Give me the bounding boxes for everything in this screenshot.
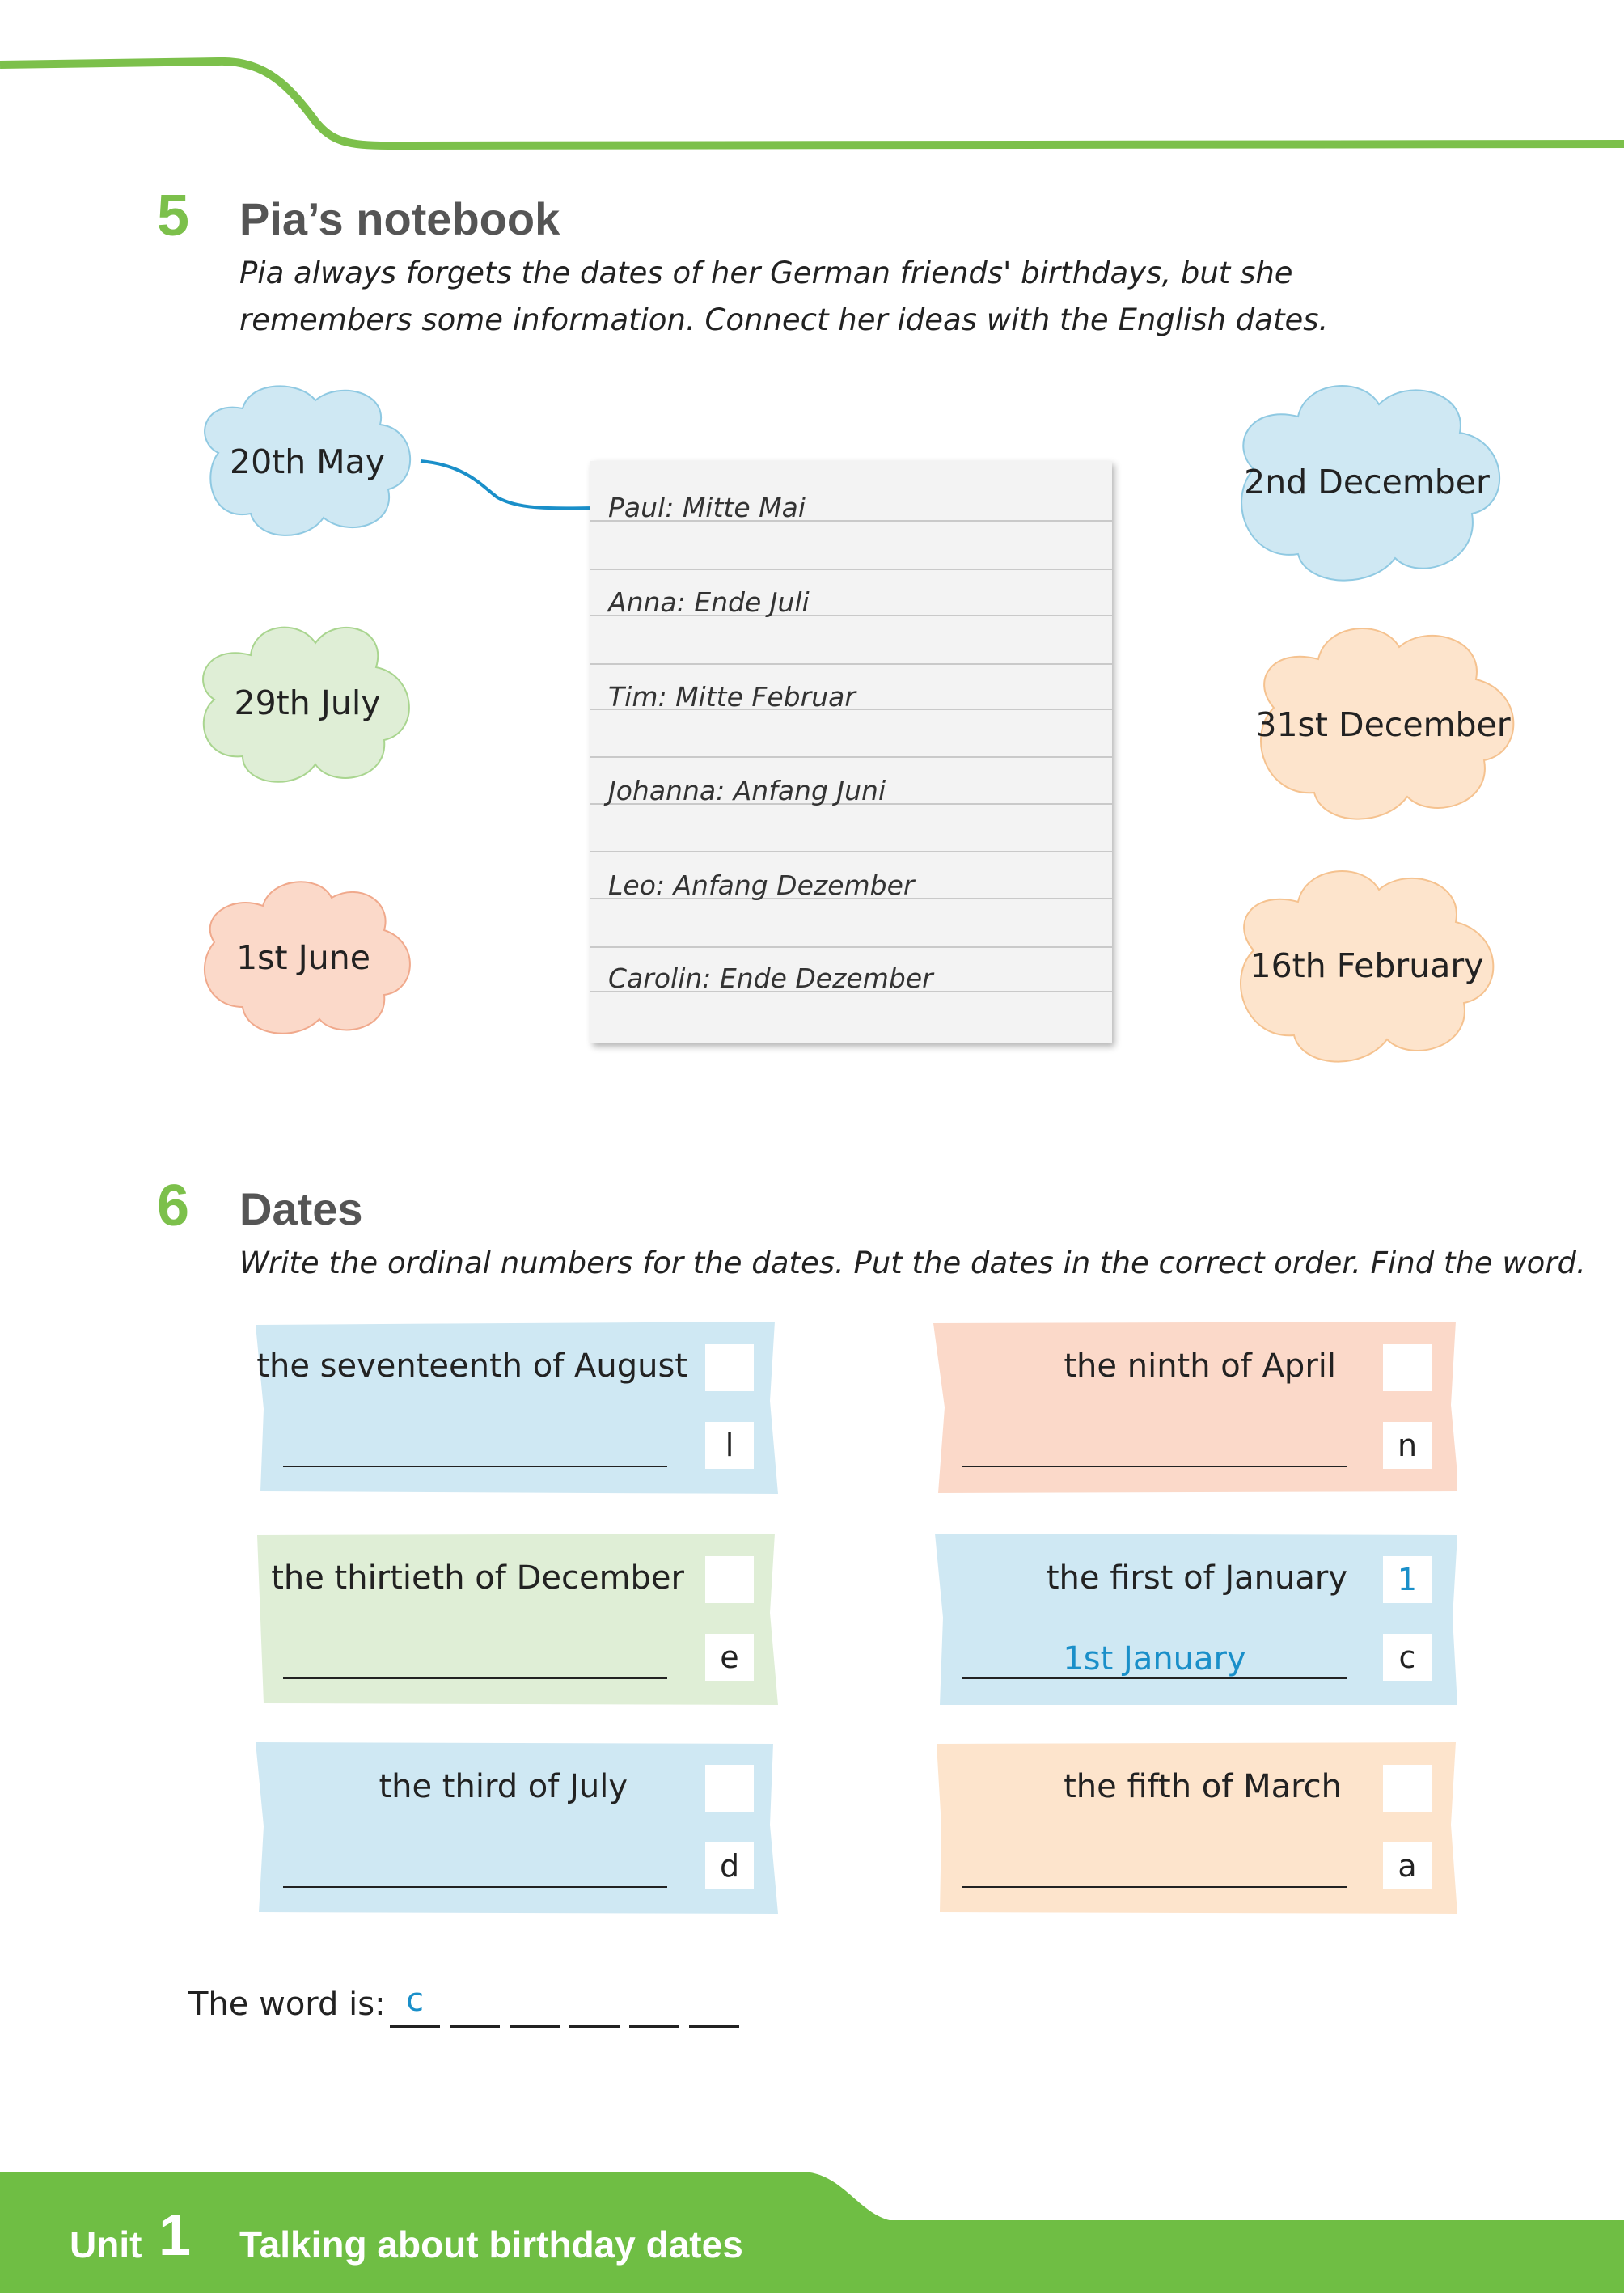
letter-box: l: [705, 1422, 754, 1469]
letter-box: c: [1383, 1634, 1432, 1681]
order-box[interactable]: [1383, 1765, 1432, 1812]
exercise-5-number: 5: [157, 184, 190, 248]
notebook-entry[interactable]: Paul: Mitte Mai: [608, 492, 806, 523]
date-phrase: the ninth of April: [1064, 1347, 1336, 1385]
cloud-31st-december[interactable]: [1233, 615, 1533, 833]
order-box[interactable]: [705, 1344, 754, 1391]
cloud-label: 29th July: [234, 683, 381, 722]
word-blank[interactable]: [510, 2025, 560, 2028]
letter-box: n: [1383, 1422, 1432, 1469]
cloud-label: 20th May: [229, 442, 386, 481]
word-blank[interactable]: [569, 2025, 620, 2028]
answer-line: [283, 1886, 667, 1888]
date-card: [252, 1741, 778, 1914]
date-phrase: the thirtieth of December: [271, 1559, 684, 1597]
footer-unit-number: 1: [159, 2203, 192, 2268]
notebook-entry[interactable]: Carolin: Ende Dezember: [608, 962, 933, 994]
date-card: [932, 1532, 1457, 1706]
cloud-label: 2nd December: [1244, 463, 1490, 501]
order-box[interactable]: 1: [1383, 1556, 1432, 1603]
word-blank[interactable]: [689, 2025, 739, 2028]
notebook: [590, 461, 1112, 1043]
cloud-label: 1st June: [236, 938, 370, 977]
order-box[interactable]: [705, 1765, 754, 1812]
order-box[interactable]: [1383, 1344, 1432, 1391]
answer-line: [283, 1466, 667, 1467]
date-card: [252, 1532, 778, 1706]
exercise-6-number: 6: [157, 1174, 190, 1238]
exercise-6-title: Dates: [239, 1183, 363, 1234]
answer-line: [962, 1886, 1347, 1888]
footer-bar: [0, 2123, 1624, 2293]
cloud-label: 16th February: [1250, 946, 1484, 985]
cloud-2nd-december[interactable]: [1217, 372, 1516, 594]
notebook-entry[interactable]: Anna: Ende Juli: [608, 586, 810, 618]
date-card: [932, 1320, 1457, 1494]
cloud-29th-july[interactable]: [186, 611, 429, 793]
notebook-entry[interactable]: Tim: Mitte Februar: [608, 681, 856, 713]
date-card: [252, 1320, 778, 1494]
word-blank[interactable]: [390, 2025, 440, 2028]
date-card: [932, 1741, 1457, 1914]
answer-text[interactable]: 1st January: [1063, 1640, 1246, 1677]
letter-box: d: [705, 1842, 754, 1889]
header-swoosh: [0, 0, 1624, 162]
date-phrase: the third of July: [379, 1768, 628, 1805]
word-blank[interactable]: [629, 2025, 679, 2028]
exercise-5-title: Pia’s notebook: [239, 193, 560, 244]
date-phrase: the seventeenth of August: [256, 1347, 687, 1385]
cloud-label: 31st December: [1255, 705, 1511, 744]
connector-line: [417, 453, 603, 518]
word-blank[interactable]: [450, 2025, 500, 2028]
exercise-5-instruction-line1: Pia always forgets the dates of her German friends' birthdays, but she: [239, 256, 1293, 290]
letter-box: e: [705, 1634, 754, 1681]
exercise-5-instruction-line2: remembers some information. Connect her ideas with the English dates.: [239, 302, 1329, 337]
cloud-16th-february[interactable]: [1217, 857, 1516, 1076]
word-letter: c: [406, 1982, 424, 2019]
word-label: The word is:: [188, 1986, 386, 2023]
letter-box: a: [1383, 1842, 1432, 1889]
exercise-6-instruction: Write the ordinal numbers for the dates. Put the dates in the correct order. Find the word.: [239, 1246, 1586, 1280]
footer-topic: Talking about birthday dates: [239, 2223, 743, 2266]
order-box[interactable]: [705, 1556, 754, 1603]
date-phrase: the fifth of March: [1064, 1768, 1342, 1805]
notebook-entry[interactable]: Leo: Anfang Dezember: [608, 869, 915, 901]
answer-line: [962, 1466, 1347, 1467]
cloud-1st-june[interactable]: [190, 869, 425, 1043]
answer-line: [283, 1677, 667, 1679]
notebook-entry[interactable]: Johanna: Anfang Juni: [608, 775, 886, 806]
cloud-20th-may[interactable]: [186, 376, 429, 550]
answer-line: [962, 1677, 1347, 1679]
date-phrase: the first of January: [1046, 1559, 1347, 1597]
footer-unit-label: Unit: [70, 2223, 142, 2266]
